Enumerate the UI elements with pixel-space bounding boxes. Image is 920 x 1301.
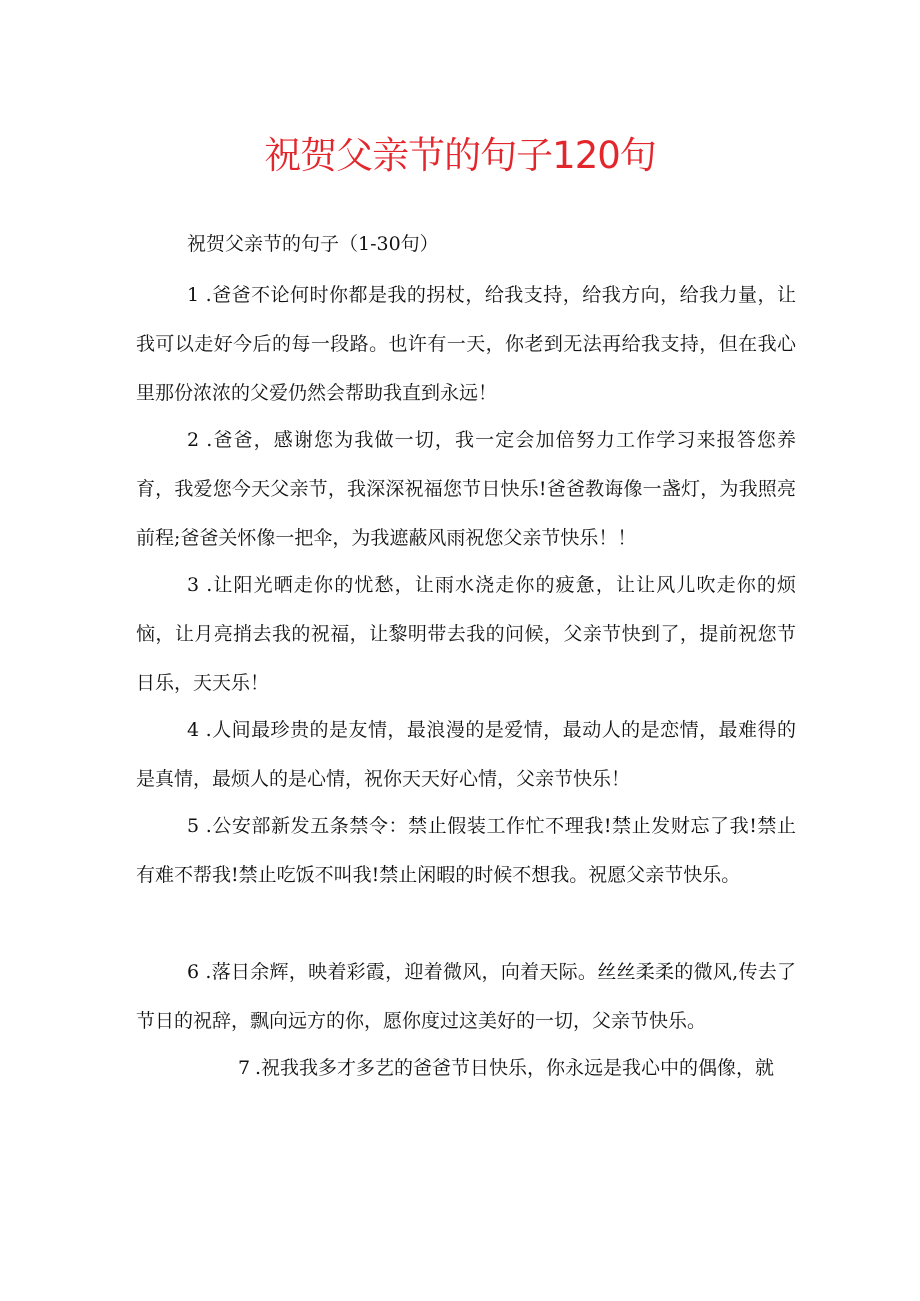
page-title: 祝贺父亲节的句子120句 <box>264 134 656 177</box>
paragraph-4: 4 .人间最珍贵的是友情，最浪漫的是爱情，最动人的是恋情，最难得的是真情，最烦人的是心情，祝你天天好心情，父亲节快乐！ <box>136 719 796 790</box>
paragraph-5: 5 .公安部新发五条禁令：禁止假装工作忙不理我!禁止发财忘了我!禁止有难不帮我!禁止吃饭不叫我!禁止闲暇的时候不想我。祝愿父亲节快乐。 <box>136 815 796 886</box>
paragraph-6: 6 .落日余辉，映着彩霞，迎着微风，向着天际。丝丝柔柔的微风,传去了节日的祝辞，飘向远方的你，愿你度过这美好的一切，父亲节快乐。 <box>136 961 796 1032</box>
section-heading: 祝贺父亲节的句子（1-30句） <box>187 233 439 255</box>
paragraph-7-number: 7 <box>238 1057 251 1079</box>
paragraph-7-text: .祝我我多才多艺的爸爸节日快乐，你永远是我心中的偶像，就 <box>255 1057 775 1079</box>
paragraph-3: 3 .让阳光晒走你的忧愁，让雨水浇走你的疲惫，让让风儿吹走你的烦恼，让月亮捎去我的祝福，让黎明带去我的问候，父亲节快到了，提前祝您节日乐，天天乐！ <box>136 574 796 694</box>
paragraph-7 <box>136 1044 796 1093</box>
paragraph-2: 2 .爸爸，感谢您为我做一切，我一定会加倍努力工作学习来报答您养育，我爱您今天父亲节，我深深祝福您节日快乐!爸爸教诲像一盏灯，为我照亮前程;爸爸关怀像一把伞，为我遮蔽风雨祝您父亲节快乐！！ <box>136 429 796 549</box>
paragraph-1: 1 .爸爸不论何时你都是我的拐杖，给我支持，给我方向，给我力量，让我可以走好今后的每一段路。也许有一天，你老到无法再给我支持，但在我心里那份浓浓的父爱仍然会帮助我直到永远！ <box>136 284 796 404</box>
